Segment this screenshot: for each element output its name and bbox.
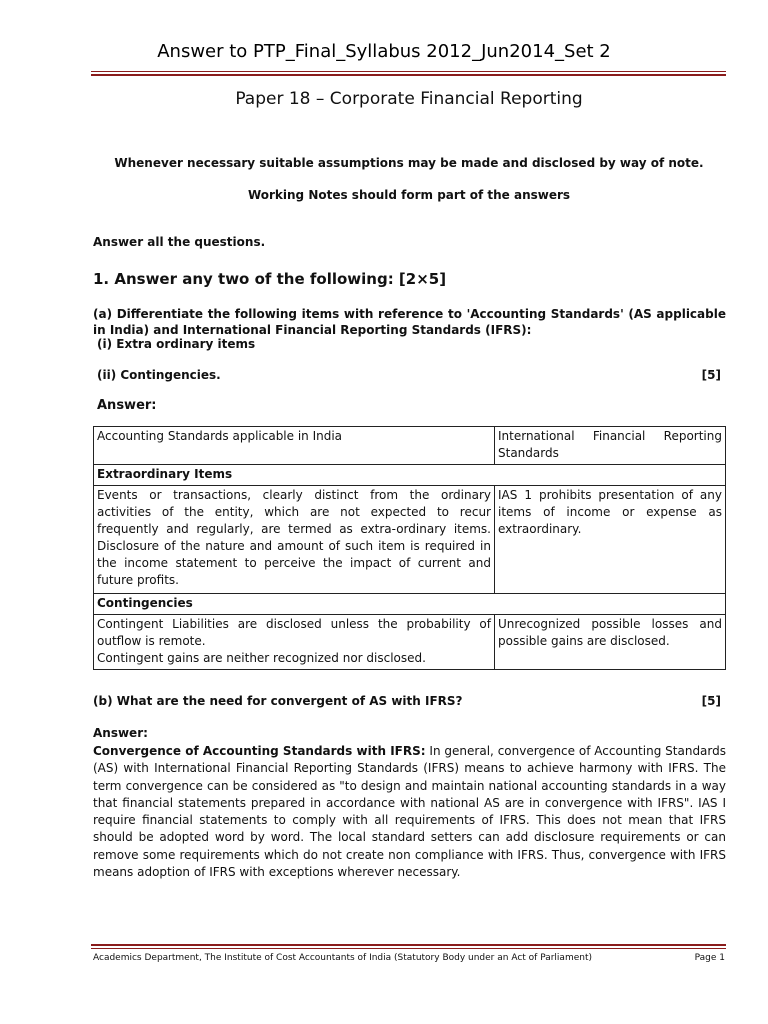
comparison-table: [93, 426, 726, 670]
table-cell-contingencies-ifrs: Unrecognized possible losses and possible gains are disclosed.: [495, 615, 726, 670]
question-1a-item-ii: (ii) Contingencies.: [97, 368, 221, 382]
footer-institute: Academics Department, The Institute of Cost Accountants of India (Statutory Body under an Act of Parliament): [93, 953, 592, 963]
table-section-extraordinary: Extraordinary Items: [94, 465, 726, 486]
question-1a-answer-label: Answer:: [97, 398, 157, 413]
table-row: [94, 615, 726, 670]
answer-all-note: Answer all the questions.: [93, 235, 266, 249]
question-1-title: 1. Answer any two of the following: [2×5]: [93, 270, 447, 288]
contingent-liabilities-text: Contingent Liabilities are disclosed unless the probability of outflow is remote.: [97, 617, 491, 648]
convergence-body: In general, convergence of Accounting Standards (AS) with International Financial Reporting Standards (IFRS) means to achieve harmony with IFRS. The term convergence can be considered as "to design and maintain national accounting standards in a way that financial statements prepared in accordance with national AS are in convergence with IFRS". IAS I require financial statements to comply with all requirements of IFRS. This does not mean that IFRS should be adopted word by word. The local standard setters can add disclosure requirements or can remove some requirements which do not create non compliance with IFRS. Thus, convergence with IFRS means adoption of IFRS with exceptions wherever necessary.: [93, 744, 727, 880]
instruction-working-notes: Working Notes should form part of the answers: [247, 188, 571, 202]
footer-divider-thick: [91, 944, 726, 946]
convergence-lead: Convergence of Accounting Standards with IFRS:: [93, 744, 426, 758]
table-cell-contingencies-as: [94, 615, 495, 670]
contingent-gains-text: Contingent gains are neither recognized nor disclosed.: [97, 651, 426, 665]
header-title: Answer to PTP_Final_Syllabus 2012_Jun2014_Set 2: [157, 41, 611, 62]
question-1b-row: [93, 693, 721, 709]
header-divider-thick: [91, 74, 726, 76]
question-1a-item-i: (i) Extra ordinary items: [97, 337, 256, 351]
table-cell-extraordinary-ifrs: IAS 1 prohibits presentation of any items of income or expense as extraordinary.: [495, 486, 726, 594]
table-cell-extraordinary-as: Events or transactions, clearly distinct from the ordinary activities of the entity, which are not expected to recur frequently and regularly, are termed as extra-ordinary items. Disclosure of the nature and amount of such item is required in the income statement to perceive the impact of current and future profits.: [94, 486, 495, 594]
question-1a-marks: [5]: [701, 368, 721, 382]
table-section-row: [94, 594, 726, 615]
table-header-ifrs: International Financial Reporting Standards: [495, 427, 726, 465]
paper-title: Paper 18 – Corporate Financial Reporting: [235, 89, 583, 109]
table-section-contingencies: Contingencies: [94, 594, 726, 615]
footer-divider: [91, 948, 726, 949]
question-1a-text: (a) Differentiate the following items with reference to 'Accounting Standards' (AS applicable in India) and International Financial Reporting Standards (IFRS):: [93, 307, 726, 337]
question-1b-marks: [5]: [701, 694, 721, 708]
page-number: Page 1: [694, 953, 725, 963]
question-1a-item-ii-row: [97, 367, 721, 383]
table-section-row: [94, 465, 726, 486]
table-header-row: [94, 427, 726, 465]
instruction-assumptions: Whenever necessary suitable assumptions may be made and disclosed by way of note.: [114, 156, 704, 170]
question-1b-text: (b) What are the need for convergent of AS with IFRS?: [93, 694, 463, 708]
question-1b-answer-label: Answer:: [93, 726, 148, 740]
table-header-as: Accounting Standards applicable in India: [94, 427, 495, 465]
table-row: [94, 486, 726, 594]
header-divider: [91, 71, 726, 72]
convergence-paragraph: [93, 743, 726, 881]
